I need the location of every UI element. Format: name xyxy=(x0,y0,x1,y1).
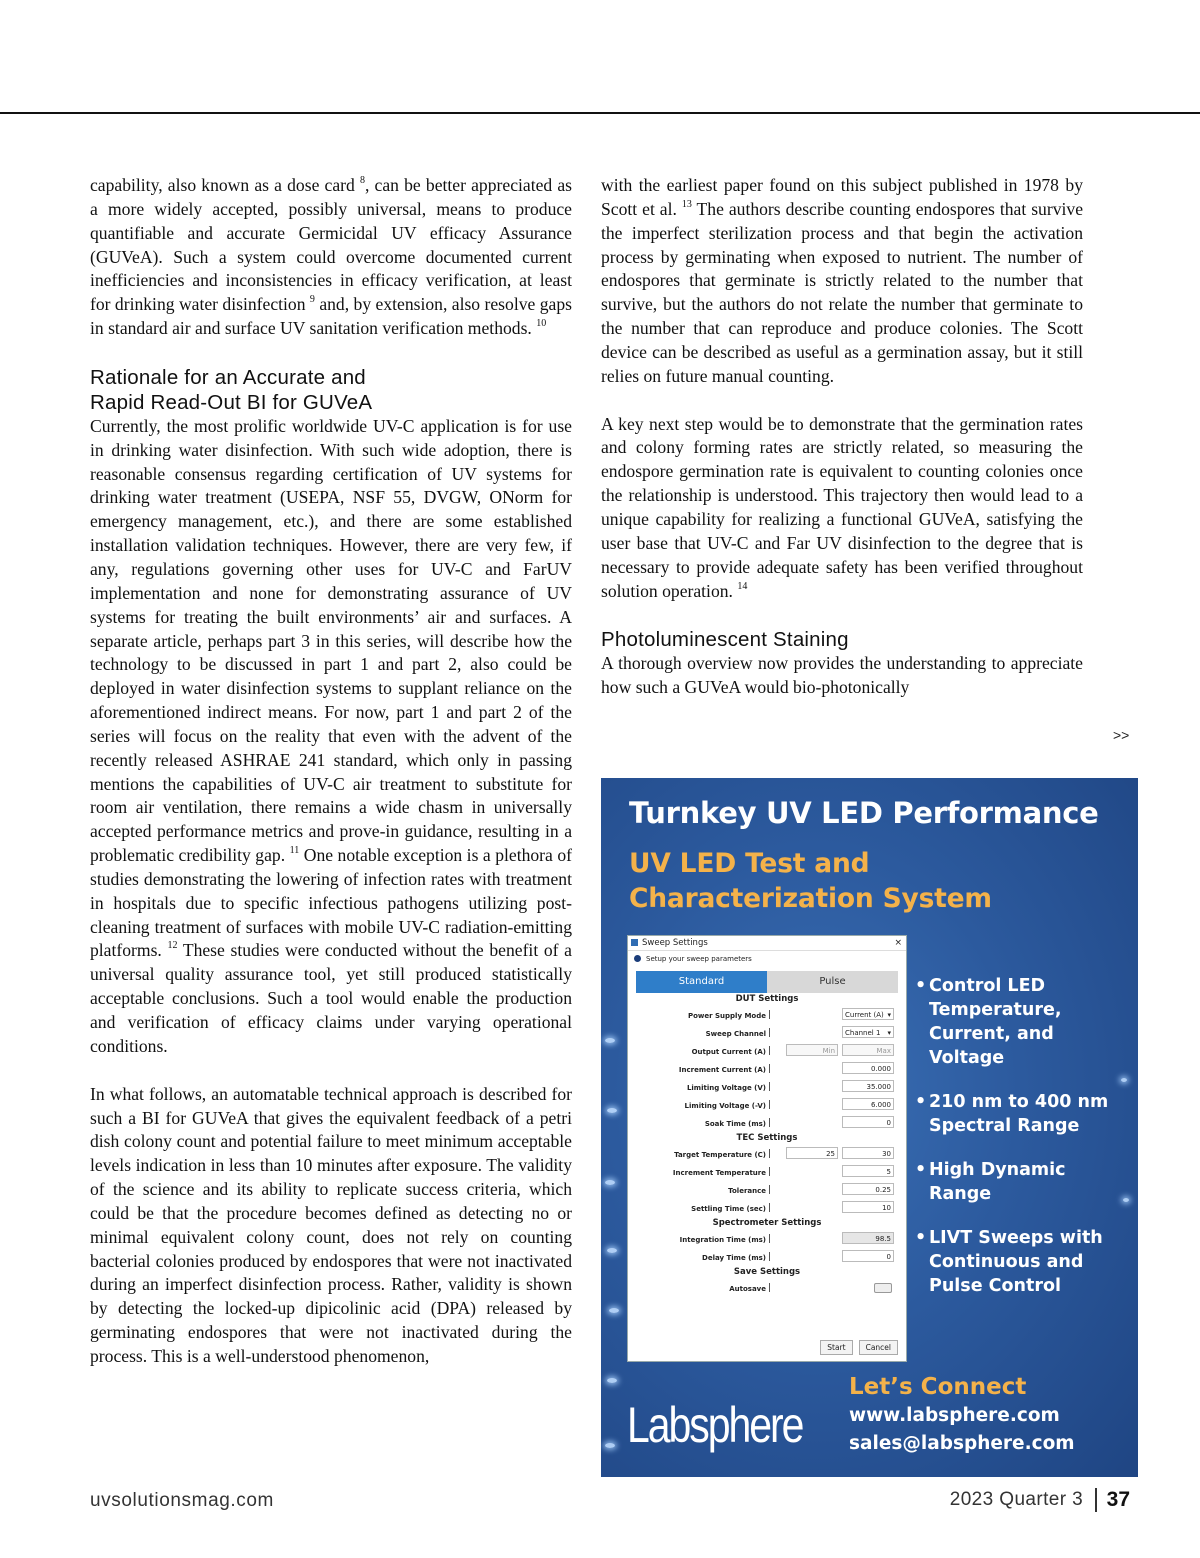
footer-issue: 2023 Quarter 3 xyxy=(949,1489,1084,1510)
cancel-button: Cancel xyxy=(859,1340,898,1355)
page-number: 37 xyxy=(1106,1488,1130,1511)
ad-title: Turnkey UV LED Performance xyxy=(629,796,1099,830)
section-dut-settings: DUT Settings xyxy=(735,994,799,1004)
row-limiting-voltage-neg: Limiting Voltage (-V) 6.000 xyxy=(628,1096,906,1114)
left-paragraph-1: capability, also known as a dose card $^8$, can be better appreciated as a more widely accepted, possibly universal, means to produce quantifiable and accurate Germicidal UV efficacy Assurance (GUVeA). Such a system could overcome documented current inefficiencies and inconsistencies in efficacy verification, at least for drinking water disinfection $^9$ and, by extension, also resolve gaps in standard air and surface UV sanitation verification methods. $^{10}$ xyxy=(90,175,573,339)
led-glow-decoration xyxy=(607,1378,617,1383)
dialog-titlebar xyxy=(628,936,906,951)
led-glow-decoration xyxy=(607,1248,617,1253)
row-delay-time: Delay Time (ms) 0 xyxy=(628,1248,906,1266)
left-paragraph-3: In what follows, an automatable technical approach is described for such a BI for GUVeA that gives the equivalent feedback of a petri dish colony count and potential failure to meet minimum acceptable levels indication in less than 10 minutes after exposure. The validity of the science and its ability to replicate success criteria, which could be that the procedure becomes defined as detecting no or minimal equivalent colony count, does not rely on counting bacterial colonies produced by endospores that were not inactivated during an imperfect disinfection process. Rather, validity is shown by detecting the locked-up dipicolinic acid (DPA) released by germinating endospores that were not inactivated during the process. This is a well-understood phenomenon, xyxy=(90,1083,572,1366)
row-integration-time: Integration Time (ms) 98.5 xyxy=(628,1230,906,1248)
info-icon xyxy=(634,955,641,962)
ad-bullet: • High Dynamic Range xyxy=(915,1158,1130,1206)
ad-website-link[interactable]: www.labsphere.com xyxy=(849,1405,1060,1426)
output-current-min: Min xyxy=(786,1044,838,1056)
ad-subtitle: UV LED Test and Characterization System xyxy=(629,848,992,914)
row-tolerance: Tolerance 0.25 xyxy=(628,1181,906,1199)
ad-feature-list xyxy=(915,974,1130,1318)
footer-divider xyxy=(1095,1488,1097,1512)
section-save-settings: Save Settings xyxy=(733,1267,801,1277)
row-increment-current: Increment Current (A) 0.000 xyxy=(628,1060,906,1078)
footer-issue-page xyxy=(950,1488,1130,1512)
autosave-toggle xyxy=(874,1283,892,1293)
section-heading-rationale: Rationale for an Accurate and Rapid Read-Out BI for GUVeA xyxy=(90,365,373,414)
continued-marker[interactable]: >> xyxy=(1113,727,1130,743)
dialog-tabs xyxy=(636,971,898,993)
section-tec-settings: TEC Settings xyxy=(736,1133,798,1143)
section-heading-photoluminescent: Photoluminescent Staining xyxy=(601,628,849,652)
right-paragraph-1: with the earliest paper found on this subject published in 1978 by Scott et al. $^{13}$ The authors describe counting endospores that survive the imperfect sterilization process and that begin the activation process by germinating when exposed to nutrient. The number of endospores that germinate is strictly related to the number that survive, but the authors do not relate the number that germinate to the number that can reproduce and produce colonies. The Scott device can be described as useful as a germination assay, but it still relies on future manual counting. xyxy=(601,175,1083,386)
section-spectrometer-settings: Spectrometer Settings xyxy=(712,1218,822,1228)
right-paragraph-2: A key next step would be to demonstrate that the germination rates and colony forming rates are strictly related, so measuring the endospore germination rate is equivalent to counting colonies once the relationship is understood. This trajectory then would lead to a unique capability for realizing a functional GUVeA, satisfying the user base that UV-C and Far UV disinfection to the degree that is necessary to provide adequate safety has been verified throughout solution operation. $^{14}$ xyxy=(601,413,1083,601)
labsphere-logo: Labsphere xyxy=(627,1397,803,1453)
power-supply-mode-select: Current (A) ▾ xyxy=(842,1008,894,1020)
row-power-supply-mode: Power Supply Mode Current (A) ▾ xyxy=(628,1006,906,1024)
footer-site[interactable]: uvsolutionsmag.com xyxy=(90,1490,274,1511)
led-glow-decoration xyxy=(609,1308,619,1313)
led-glow-decoration xyxy=(605,1180,615,1185)
ad-bullet: • 210 nm to 400 nm Spectral Range xyxy=(915,1090,1130,1138)
row-settling-time: Settling Time (sec) 10 xyxy=(628,1199,906,1217)
ad-bullet: • Control LED Temperature, Current, and Voltage xyxy=(915,974,1130,1070)
led-glow-decoration xyxy=(605,1443,615,1448)
output-current-max: Max xyxy=(842,1044,894,1056)
ad-connect-heading: Let’s Connect xyxy=(849,1374,1027,1400)
header-rule xyxy=(0,112,1200,114)
ad-bullet: • LIVT Sweeps with Continuous and Pulse Control xyxy=(915,1226,1130,1298)
left-paragraph-2: Currently, the most prolific worldwide UV-C application is for use in drinking water disinfection. With such wide adoption, there is reasonable consensus regarding certification of UV systems for drinking water treatment (USEPA, NSF 55, DVGW, ONorm for emergency management, etc.), and there are some established installation validation techniques. However, there are very few, if any, regulations governing other uses for UV-C and FarUV implementation and none for demonstrating assurance of UV systems for treating the built environments’ air and surfaces. A separate article, perhaps part 3 in this series, will describe how the technology to be discussed in part 1 and part 2, also could be deployed in water disinfection systems to supplant reliance on the aforementioned indirect means. For now, part 1 and part 2 of the series will focus on the reality that even with the advent of the recently released ASHRAE 241 standard, which only in passing mentions the capabilities of UV-C air treatment to substitute for room air ventilation, there remains a wide chasm in universally accepted performance metrics and prove-in guidance, resulting in a problematic credibility gap. $^{11}$ One notable exception is a plethora of studies demonstrating the lowering of infection rates with treatment in hospitals due to specific infectious pathogens utilizing post-cleaning treatment of surfaces with mobile UV-C radiation-emitting platforms. $^{12}$ These studies were conducted without the benefit of a universal quality assurance tool, yet still produced statistically acceptable conclusions. Such a tool would enable the production and verification of efficacy claims under varying operational conditions. xyxy=(90,415,572,1056)
row-soak-time: Soak Time (ms) 0 xyxy=(628,1114,906,1132)
row-increment-temperature: Increment Temperature 5 xyxy=(628,1163,906,1181)
tab-standard: Standard xyxy=(636,971,767,993)
tab-pulse: Pulse xyxy=(767,971,898,993)
dialog-title: Sweep Settings xyxy=(642,938,708,948)
row-limiting-voltage: Limiting Voltage (V) 35.000 xyxy=(628,1078,906,1096)
start-button: Start xyxy=(820,1340,852,1355)
row-target-temperature: Target Temperature (C) 25 30 xyxy=(628,1145,906,1163)
app-icon xyxy=(631,939,638,946)
row-autosave: Autosave xyxy=(628,1279,906,1297)
sweep-channel-select: Channel 1 ▾ xyxy=(842,1026,894,1038)
led-glow-decoration xyxy=(607,1108,617,1113)
dialog-hint: Setup your sweep parameters xyxy=(628,951,906,968)
right-column xyxy=(601,174,1083,700)
left-column xyxy=(90,174,572,1369)
row-output-current: Output Current (A) Min Max xyxy=(628,1042,906,1060)
sweep-settings-dialog xyxy=(627,935,907,1362)
ad-email-link[interactable]: sales@labsphere.com xyxy=(849,1433,1075,1454)
row-sweep-channel: Sweep Channel Channel 1 ▾ xyxy=(628,1024,906,1042)
right-paragraph-3: A thorough overview now provides the understanding to appreciate how such a GUVeA would bio-photonically xyxy=(601,653,1083,698)
dialog-buttons xyxy=(820,1340,898,1355)
close-icon: × xyxy=(894,938,902,948)
led-glow-decoration xyxy=(605,1038,615,1043)
labsphere-advertisement[interactable] xyxy=(601,778,1138,1477)
